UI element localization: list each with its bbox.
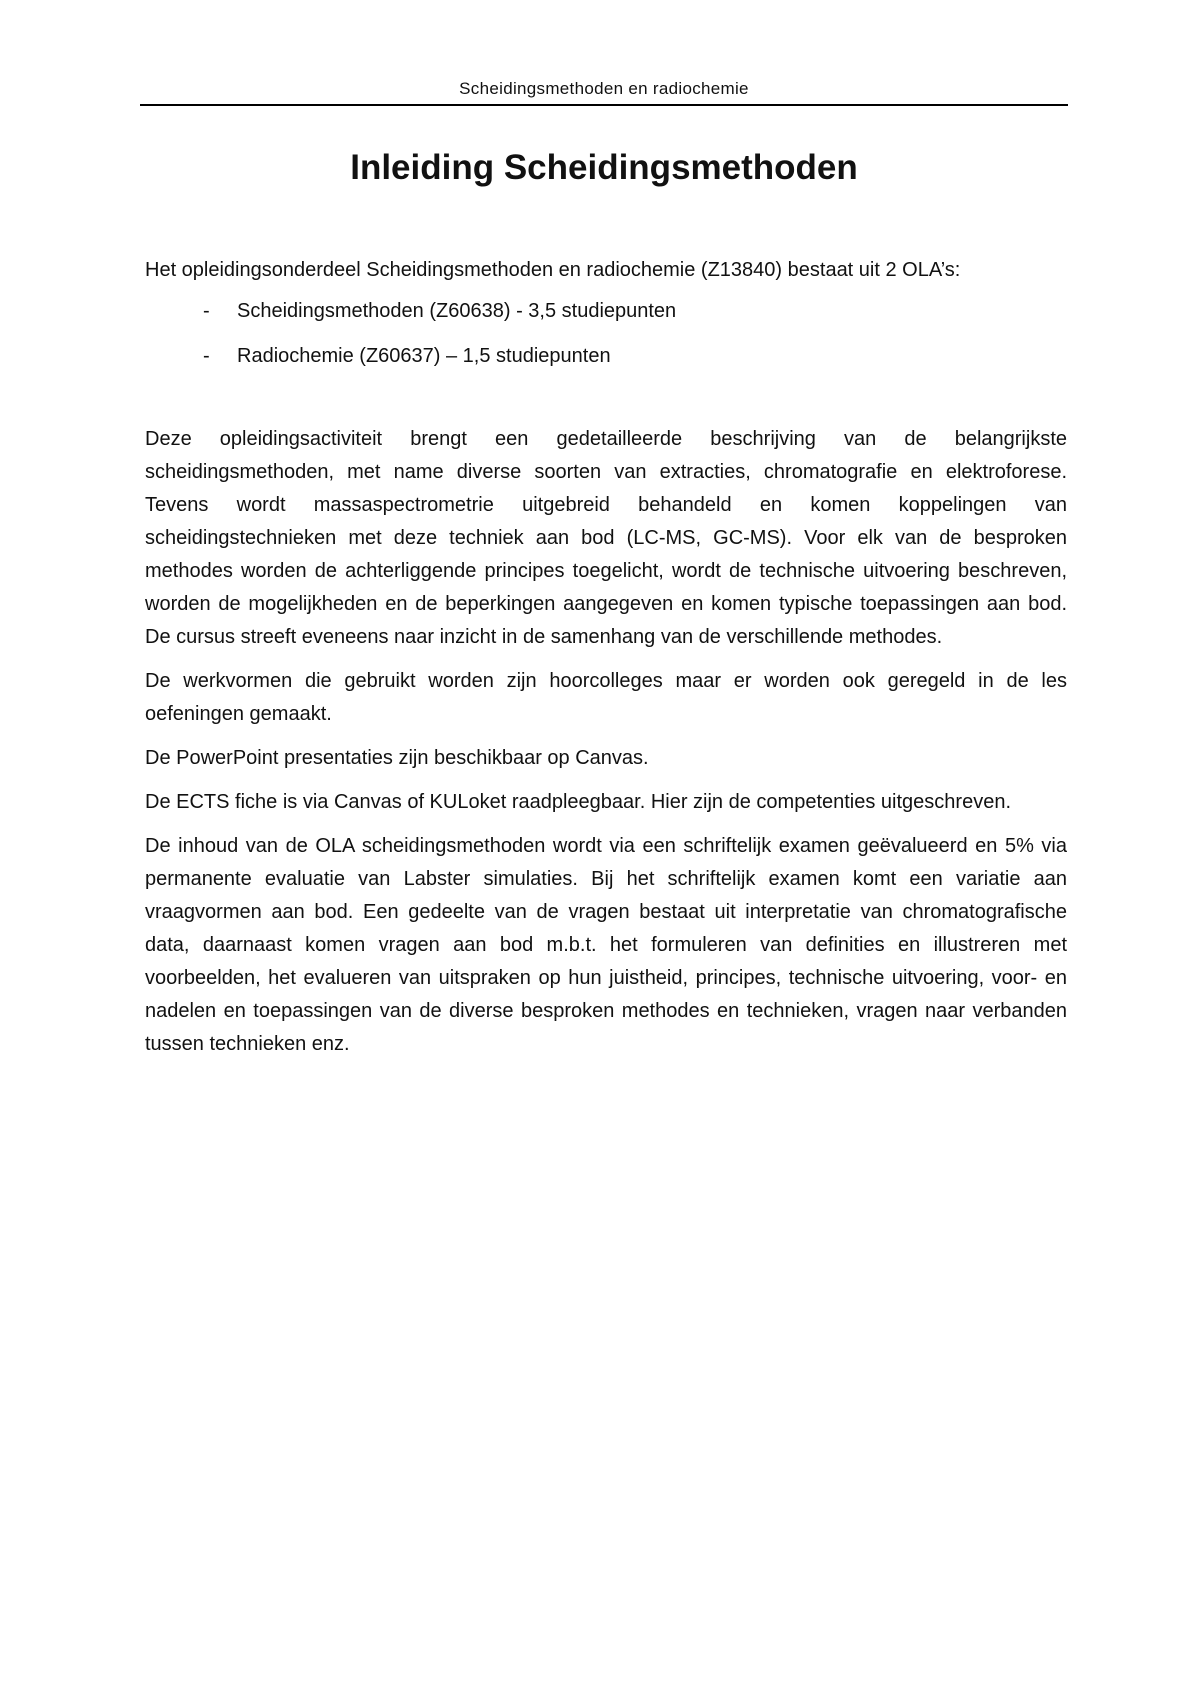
list-item-scheidingsmethoden <box>145 295 1067 328</box>
paragraph-werkvormen: De werkvormen die gebruikt worden zijn hoorcolleges maar er worden ook geregeld in de les oefeningen gemaakt. <box>145 670 1067 725</box>
paragraph-description: Deze opleidingsactiviteit brengt een gedetailleerde beschrijving van de belangrijkste scheidingsmethoden, met name diverse soorten van extracties, chromatografie en elektroforese. Tevens wordt massaspectrometrie uitgebreid behandeld en komen koppelingen van scheidingstechnieken met deze techniek aan bod (LC-MS, GC-MS). Voor elk van de besproken methodes worden de achterliggende principes toegelicht, wordt de technische uitvoering beschreven, worden de mogelijkheden en de beperkingen aangegeven en komen typische toepassingen aan bod. De cursus streeft eveneens naar inzicht in de samenhang van de verschillende methodes. <box>145 428 1067 648</box>
list-item-text: Scheidingsmethoden (Z60638) - 3,5 studiepunten <box>237 300 677 322</box>
running-header: Scheidingsmethoden en radiochemie <box>459 79 749 98</box>
paragraph-powerpoint: De PowerPoint presentaties zijn beschikbaar op Canvas. <box>145 747 649 769</box>
page-title: Inleiding Scheidingsmethoden <box>350 148 858 187</box>
document-body <box>145 254 1067 1072</box>
body-paragraphs <box>145 423 1067 1061</box>
dash-bullet: - <box>203 345 210 367</box>
dash-bullet: - <box>203 300 210 322</box>
paragraph-ects: De ECTS fiche is via Canvas of KULoket raadpleegbaar. Hier zijn de competenties uitgeschreven. <box>145 791 1012 813</box>
ola-list <box>145 295 1067 373</box>
header-rule <box>140 104 1068 106</box>
paragraph-evaluatie: De inhoud van de OLA scheidingsmethoden wordt via een schriftelijk examen geëvalueerd en 5% via permanente evaluatie van Labster simulaties. Bij het schriftelijk examen komt een variatie aan vraagvormen aan bod. Een gedeelte van de vragen bestaat uit interpretatie van chromatografische data, daarnaast komen vragen aan bod m.b.t. het formuleren van definities en illustreren met voorbeelden, het evalueren van uitspraken op hun juistheid, principes, technische uitvoering, voor- en nadelen en toepassingen van de diverse besproken methodes en technieken, vragen naar verbanden tussen technieken enz. <box>145 835 1067 1055</box>
list-item-radiochemie <box>145 340 1067 373</box>
intro-text: Het opleidingsonderdeel Scheidingsmethoden en radiochemie (Z13840) bestaat uit 2 OLA’s: <box>145 259 961 281</box>
list-item-text: Radiochemie (Z60637) – 1,5 studiepunten <box>237 345 611 367</box>
